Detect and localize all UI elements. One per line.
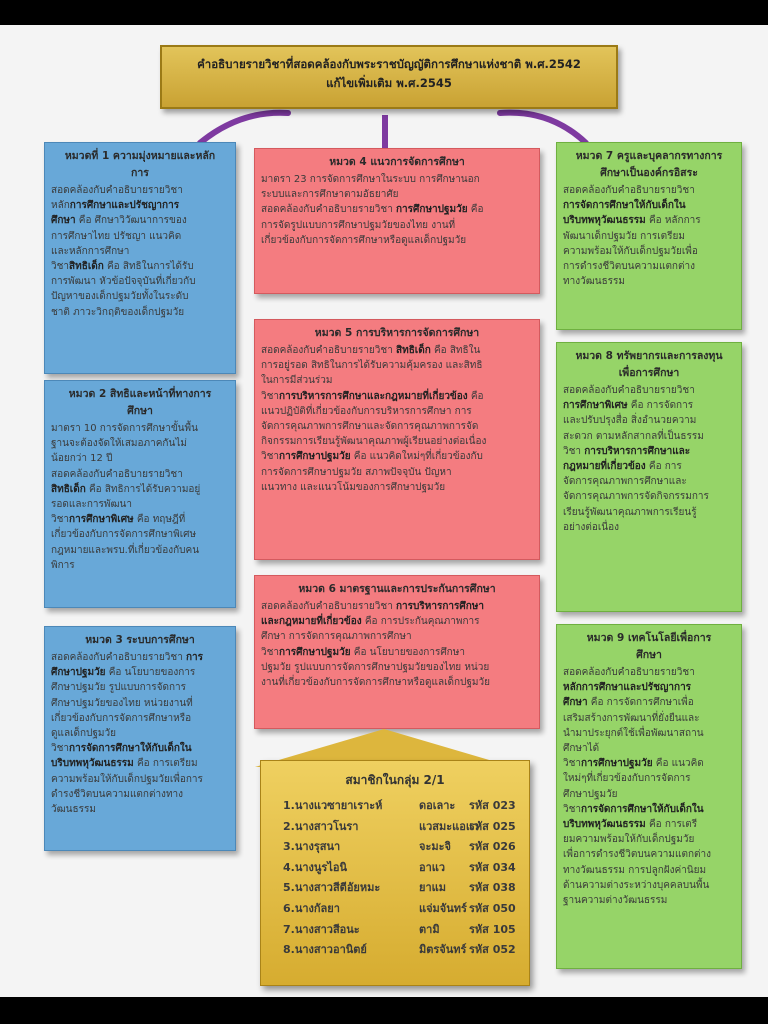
course-name: การบริหารการศึกษาและ <box>584 445 691 457</box>
connector-right-arc <box>500 113 586 143</box>
box-chapter-8 <box>556 342 742 612</box>
text-segment: สอดคล้องกับคำอธิบายรายวิชา <box>51 468 183 480</box>
box-text-line <box>51 665 229 680</box>
members-box <box>260 760 530 986</box>
box-text-line <box>51 680 229 695</box>
box-text-line <box>563 863 735 878</box>
text-segment: จัดการคุณภาพการศึกษาและจัดการคุณภาพการจัด <box>261 421 479 433</box>
course-name: ศึกษาปฐมวัย <box>51 667 106 679</box>
box-text-line <box>261 419 533 434</box>
text-segment: ฐานความต่างวัฒนธรรม <box>563 895 668 907</box>
course-name: บริบทพหุวัฒนธรรม <box>563 819 646 831</box>
member-name: 5.นางสาวสีตีอัยหมะ <box>283 881 381 895</box>
box-text-line <box>51 305 229 320</box>
text-segment: ระบบและการศึกษาตามอัธยาศัย <box>261 189 399 201</box>
text-segment: มาตรา 23 การจัดการศึกษาในระบบ การศึกษานอก <box>261 174 480 185</box>
text-segment: น้อยกว่า 12 ปี <box>51 453 113 465</box>
diagram-page <box>0 25 768 997</box>
text-segment: สะดวก ตามหลักสากลที่เป็นธรรม <box>563 430 704 442</box>
course-name: บริบทพหุวัฒนธรรม <box>563 215 646 227</box>
text-segment: สอดคล้องกับคำอธิบายรายวิชา <box>563 185 695 196</box>
box-text-line <box>563 520 735 535</box>
text-segment: ความพร้อมให้กับเด็กปฐมวัยเพื่อการ <box>51 773 203 785</box>
text-segment: การศึกษาไทย ปรัชญา แนวคิด <box>51 230 182 242</box>
member-row <box>261 817 529 838</box>
text-segment: คือ การจัดการศึกษาเพื่อ <box>587 697 694 709</box>
text-segment: คือ การ <box>645 461 682 473</box>
text-segment: คือ แนวคิดใหม่ๆที่เกี่ยวข้องกับ <box>350 451 483 463</box>
text-segment: วิชา <box>51 261 70 273</box>
member-row <box>261 899 529 920</box>
member-code: รหัส 038 <box>469 881 516 895</box>
text-segment: นำมาประยุกต์ใช้เพื่อพัฒนาสถาน <box>563 727 704 739</box>
box-text-line <box>261 187 533 202</box>
text-segment: ปัญหาของเด็กปฐมวัยทั้งในระดับ <box>51 291 189 303</box>
text-segment: คือ หลักการ <box>645 215 701 227</box>
text-segment: คือ ศึกษาวิวัฒนาการของ <box>75 215 187 227</box>
text-segment: หลัก <box>51 200 70 212</box>
box-text-line <box>563 413 735 428</box>
text-segment: สอดคล้องกับคำอธิบายรายวิชา <box>51 185 183 196</box>
box-text-line <box>563 726 735 741</box>
course-name: การบริหารการศึกษาและกฎหมายที่เกี่ยวข้อง <box>279 390 468 402</box>
box-text-line <box>563 383 735 398</box>
box-text-line <box>563 695 735 710</box>
text-segment: วิชา <box>261 646 280 658</box>
text-segment: และหลักการศึกษา <box>51 245 130 257</box>
box-text-line <box>563 741 735 756</box>
text-segment: คือ สิทธิในการได้รับ <box>103 261 194 273</box>
text-segment: ทางวัฒนธรรม การปลูกฝังค่านิยม <box>563 864 707 876</box>
text-segment: แนวปฏิบัติที่เกี่ยวข้องกับการบริหารการศึกษา การ <box>261 405 472 417</box>
box-text-line <box>563 198 735 213</box>
box-text-line <box>563 183 735 198</box>
course-name: การศึกษาและปรัชญาการ <box>69 200 180 212</box>
course-name: สิทธิเด็ก <box>396 345 431 356</box>
box-text-line <box>51 756 229 771</box>
box-text-line <box>563 244 735 259</box>
text-segment: ความพร้อมให้กับเด็กปฐมวัยเพื่อ <box>563 245 698 257</box>
text-segment: เสริมสร้างการพัฒนาที่ยั่งยืนและ <box>563 712 700 724</box>
member-surname: จะมะจิ <box>419 840 451 854</box>
box-text-line <box>563 665 735 680</box>
box-text-line <box>51 527 229 542</box>
text-segment: คือ นโยบายของการ <box>105 667 196 679</box>
box-text-line <box>261 389 533 404</box>
box-text-line <box>51 244 229 259</box>
box-text-line <box>563 259 735 274</box>
box-title: การ <box>131 167 149 179</box>
text-segment: การจัดการศึกษาปฐมวัย สภาพปัจจุบัน ปัญหา <box>261 466 452 478</box>
course-name: การศึกษาปฐมวัย <box>279 646 351 658</box>
box-text-line <box>563 213 735 228</box>
box-text-line <box>563 489 735 504</box>
member-name: 6.นางกัลยา <box>283 901 340 915</box>
box-chapter-5 <box>254 319 540 560</box>
text-segment: พิการ <box>51 559 75 571</box>
box-text-line <box>261 645 533 660</box>
member-code: รหัส 026 <box>469 840 516 854</box>
box-text-line <box>51 451 229 466</box>
box-text-line <box>51 259 229 274</box>
box-text-line <box>563 505 735 520</box>
box-text-line <box>261 358 533 373</box>
box-text-line <box>563 787 735 802</box>
box-title: หมวด 5 การบริหารการจัดการศึกษา <box>314 327 480 339</box>
text-segment: สอดคล้องกับคำอธิบายรายวิชา <box>261 204 396 216</box>
box-text-line <box>261 660 533 675</box>
text-segment: ใหม่ๆที่เกี่ยวข้องกับการจัดการ <box>563 773 691 785</box>
text-segment: คือ การจัดการ <box>627 400 694 412</box>
box-text-line <box>51 787 229 802</box>
text-segment: สอดคล้องกับคำอธิบายรายวิชา <box>563 667 695 678</box>
box-text-line <box>261 404 533 419</box>
text-segment: ดำรงชีวิตบนความแตกต่างทาง <box>51 788 184 800</box>
text-segment: วัฒนธรรม <box>51 804 96 816</box>
box-text-line <box>261 202 533 217</box>
text-segment: วิชา <box>563 445 585 457</box>
course-name: กฎหมายที่เกี่ยวข้อง <box>563 461 646 473</box>
course-name: การศึกษาปฐมวัย <box>396 204 468 216</box>
box-chapter-2 <box>44 380 236 608</box>
box-text-line <box>563 711 735 726</box>
box-chapter-9 <box>556 624 742 969</box>
member-name: 2.นางสาวโนรา <box>283 819 359 833</box>
text-segment: สอดคล้องกับคำอธิบายรายวิชา <box>563 385 695 396</box>
member-row <box>261 920 529 941</box>
text-segment: คือ นโยบายของการศึกษา <box>350 646 465 658</box>
box-title: หมวด 9 เทคโนโลยีเพื่อการ <box>586 632 712 644</box>
text-segment: จัดการคุณภาพการจัดกิจกรรมการ <box>563 491 709 503</box>
course-name: หลักการศึกษาและปรัชญาการ <box>563 682 692 694</box>
text-segment: กฎหมายและพรบ.ที่เกี่ยวข้องกับคน <box>51 544 200 556</box>
text-segment: สอดคล้องกับคำอธิบายรายวิชา <box>261 345 396 356</box>
box-text-line <box>563 847 735 862</box>
course-name: การจัดการศึกษาให้กับเด็กใน <box>581 803 704 815</box>
member-code: รหัส 023 <box>469 799 516 812</box>
text-segment: คือ สิทธิการได้รับความอยู่ <box>85 483 201 495</box>
box-text-line <box>261 449 533 464</box>
text-segment: เกี่ยวข้องกับการจัดการศึกษาพิเศษ <box>51 529 197 541</box>
member-name: 8.นางสาวอานิตย์ <box>283 943 367 957</box>
member-row <box>261 878 529 899</box>
title-line-1: คำอธิบายรายวิชาที่สอดคล้องกับพระราชบัญญัติการศึกษาแห่งชาติ พ.ศ.2542 <box>197 57 581 71</box>
course-name: การศึกษาปฐมวัย <box>581 758 653 770</box>
text-segment: คือ <box>467 390 484 402</box>
box-text-line <box>51 198 229 213</box>
text-segment: คือ <box>467 204 484 216</box>
course-name: ศึกษา <box>51 215 76 227</box>
member-name: 7.นางสาวสีอนะ <box>283 922 360 936</box>
member-code: รหัส 105 <box>469 922 516 936</box>
member-code: รหัส 050 <box>469 901 516 915</box>
text-segment: การพัฒนา หัวข้อปัจจุบันที่เกี่ยวกับ <box>51 276 196 288</box>
box-chapter-7 <box>556 142 742 330</box>
box-text-line <box>51 421 229 436</box>
box-text-line <box>563 474 735 489</box>
box-text-line <box>51 711 229 726</box>
box-text-line <box>51 482 229 497</box>
text-segment: เรียนรู้พัฒนาคุณภาพการเรียนรู้ <box>563 506 697 518</box>
course-name: บริบทพหุวัฒนธรรม <box>51 758 134 770</box>
box-text-line <box>51 558 229 573</box>
box-text-line <box>563 444 735 459</box>
text-segment: วิชา <box>51 514 70 526</box>
box-text-line <box>51 229 229 244</box>
member-name: 4.นางนูรไอนิ <box>283 860 347 874</box>
box-text-line <box>261 599 533 614</box>
box-text-line <box>563 771 735 786</box>
box-text-line <box>51 741 229 756</box>
course-name: และกฎหมายที่เกี่ยวข้อง <box>261 616 362 628</box>
box-chapter-1 <box>44 142 236 374</box>
text-segment: เกี่ยวข้องกับการจัดการศึกษาหรือ <box>51 712 192 724</box>
box-text-line <box>563 429 735 444</box>
box-text-line <box>51 726 229 741</box>
text-segment: ศึกษา การจัดการคุณภาพการศึกษา <box>261 631 412 643</box>
text-segment: ชาติ ภาวะวิกฤติของเด็กปฐมวัย <box>51 306 185 318</box>
box-text-line <box>51 772 229 787</box>
box-text-line <box>51 650 229 665</box>
text-segment: คือ สิทธิใน <box>430 345 481 356</box>
connector-left-arc <box>200 113 288 143</box>
member-surname: ดอเลาะ <box>419 799 456 812</box>
text-segment: รอดและการพัฒนา <box>51 499 132 511</box>
member-surname: แวสมะแอแว <box>419 819 480 833</box>
box-chapter-4 <box>254 148 540 294</box>
course-name: ศึกษา <box>563 697 588 709</box>
box-text-line <box>51 183 229 198</box>
box-text-line <box>261 233 533 248</box>
member-row <box>261 796 529 817</box>
member-surname: ตามิ <box>419 922 440 936</box>
box-text-line <box>563 756 735 771</box>
box-text-line <box>51 696 229 711</box>
box-text-line <box>563 274 735 289</box>
box-text-line <box>261 434 533 449</box>
member-surname: มิตรจันทร์ <box>419 943 467 957</box>
box-text-line <box>261 480 533 495</box>
box-chapter-6 <box>254 575 540 729</box>
box-text-line <box>563 802 735 817</box>
text-segment: สอดคล้องกับคำอธิบายรายวิชา <box>261 601 396 612</box>
box-text-line <box>563 459 735 474</box>
box-text-line <box>563 832 735 847</box>
box-chapter-3 <box>44 626 236 851</box>
text-segment: วิชา <box>51 743 70 755</box>
course-name: การ <box>186 652 204 663</box>
text-segment: พัฒนาเด็กปฐมวัย การเตรียม <box>563 230 685 242</box>
course-name: การศึกษาพิเศษ <box>69 514 134 526</box>
member-surname: แจ่มจันทร์ <box>419 901 467 915</box>
box-title: หมวด 3 ระบบการศึกษา <box>85 634 195 646</box>
course-name: สิทธิเด็ก <box>51 483 86 495</box>
text-segment: ดูแลเด็กปฐมวัย <box>51 728 116 740</box>
text-segment: คือ การเตรี <box>645 819 698 831</box>
member-code: รหัส 034 <box>469 860 516 874</box>
text-segment: กิจกรรมการเรียนรู้พัฒนาคุณภาพผู้เรียนอย่างต่อเนื่อง <box>261 436 487 448</box>
box-text-line <box>51 512 229 527</box>
text-segment: คือ การเตรียม <box>133 758 198 770</box>
text-segment: และปรับปรุงสื่อ สิ่งอำนวยความ <box>563 415 697 427</box>
text-segment: ฐานจะต้องจัดให้เสมอภาคกันไม่ <box>51 438 187 450</box>
text-segment: คือ แนวคิด <box>652 758 704 770</box>
box-text-line <box>261 343 533 358</box>
box-title: หมวด 6 มาตรฐานและการประกันการศึกษา <box>298 583 496 595</box>
text-segment: เพื่อการดำรงชีวิตบนความแตกต่าง <box>563 849 711 861</box>
box-text-line <box>563 893 735 908</box>
member-row <box>261 837 529 858</box>
text-segment: ทางวัฒนธรรม <box>563 276 626 288</box>
course-name: การบริหารการศึกษา <box>396 601 484 612</box>
text-segment: เกี่ยวข้องกับการจัดการศึกษาหรือดูแลเด็กปฐมวัย <box>261 234 467 246</box>
box-title: ศึกษาเป็นองค์กรอิสระ <box>600 167 698 179</box>
box-title: หมวดที่ 1 ความมุ่งหมายและหลัก <box>64 150 216 162</box>
text-segment: ศึกษาปฐมวัย รูปแบบการจัดการ <box>51 682 187 694</box>
box-text-line <box>51 467 229 482</box>
box-text-line <box>563 680 735 695</box>
text-segment: ศึกษาปฐมวัย <box>563 788 618 800</box>
box-text-line <box>563 398 735 413</box>
box-text-line <box>51 213 229 228</box>
text-segment: วิชา <box>261 451 280 463</box>
box-text-line <box>51 497 229 512</box>
text-segment: ปฐมวัย รูปแบบการจัดการศึกษาปฐมวัยของไทย หน่วย <box>261 661 490 673</box>
text-segment: วิชา <box>563 758 582 770</box>
member-row <box>261 940 529 961</box>
text-segment: แนวทาง และแนวโน้มของการศึกษาปฐมวัย <box>261 481 446 493</box>
text-segment: การจัดรูปแบบการศึกษาปฐมวัยของไทย งานที่ <box>261 219 456 231</box>
box-text-line <box>51 543 229 558</box>
box-text-line <box>261 629 533 644</box>
text-segment: วิชา <box>261 390 280 402</box>
course-name: การจัดการศึกษาให้กับเด็กใน <box>69 743 192 755</box>
member-surname: อาแว <box>419 860 446 874</box>
box-text-line <box>563 878 735 893</box>
box-text-line <box>563 229 735 244</box>
box-title: หมวด 4 แนวการจัดการศึกษา <box>329 156 465 168</box>
box-text-line <box>51 802 229 817</box>
course-name: สิทธิเด็ก <box>69 261 104 273</box>
course-name: การจัดการศึกษาให้กับเด็กใน <box>563 200 686 212</box>
text-segment: มาตรา 10 การจัดการศึกษาขั้นพื้น <box>51 423 198 434</box>
box-text-line <box>51 274 229 289</box>
box-title: เพื่อการศึกษา <box>618 367 680 379</box>
box-text-line <box>261 218 533 233</box>
text-segment: คือ ทฤษฎีที่ <box>133 514 186 526</box>
box-title: ศึกษา <box>127 405 153 417</box>
title-line-2: แก้ไขเพิ่มเติม พ.ศ.2545 <box>326 76 452 90</box>
member-row <box>261 858 529 879</box>
member-code: รหัส 025 <box>469 819 516 833</box>
diagram-title <box>160 45 618 109</box>
box-text-line <box>261 675 533 690</box>
text-segment: วิชา <box>563 803 582 815</box>
box-text-line <box>51 436 229 451</box>
text-segment: สอดคล้องกับคำอธิบายรายวิชา <box>51 652 186 663</box>
box-text-line <box>261 614 533 629</box>
text-segment: จัดการคุณภาพการศึกษาและ <box>563 476 687 488</box>
text-segment: ยมความพร้อมให้กับเด็กปฐมวัย <box>563 834 695 846</box>
box-title: ศึกษา <box>636 649 662 661</box>
box-text-line <box>51 289 229 304</box>
text-segment: ศึกษาได้ <box>563 743 600 755</box>
box-text-line <box>563 817 735 832</box>
text-segment: การอยู่รอด สิทธิในการได้รับความคุ้มครอง และสิทธิ <box>261 360 483 372</box>
box-title: หมวด 2 สิทธิและหน้าที่ทางการ <box>68 388 212 400</box>
member-code: รหัส 052 <box>469 943 516 957</box>
text-segment: การดำรงชีวิตบนความแตกต่าง <box>563 261 695 273</box>
text-segment: อย่างต่อเนื่อง <box>563 521 620 533</box>
text-segment: ในการมีส่วนร่วม <box>261 375 333 387</box>
box-text-line <box>261 373 533 388</box>
text-segment: คือ การประกันคุณภาพการ <box>361 616 480 628</box>
members-list <box>261 796 529 961</box>
members-title: สมาชิกในกลุ่ม 2/1 <box>345 773 445 787</box>
text-segment: ศึกษาปฐมวัยของไทย หน่วยงานที่ <box>51 697 193 709</box>
member-surname: ยาแม <box>419 881 446 895</box>
box-title: หมวด 7 ครูและบุคลากรทางการ <box>575 150 723 162</box>
text-segment: ด้านความต่างระหว่างบุคคลบนพื้น <box>563 879 710 891</box>
course-name: การศึกษาปฐมวัย <box>279 451 351 463</box>
box-text-line <box>261 172 533 187</box>
text-segment: งานที่เกี่ยวข้องกับการจัดการศึกษาหรือดูแลเด็กปฐมวัย <box>261 677 490 689</box>
box-title: หมวด 8 ทรัพยากรและการลงทุน <box>575 350 723 362</box>
member-name: 1.นางแวซายาเราะห์ <box>283 799 383 812</box>
box-text-line <box>261 465 533 480</box>
member-name: 3.นางรุสนา <box>283 840 341 854</box>
course-name: การศึกษาพิเศษ <box>563 400 628 412</box>
